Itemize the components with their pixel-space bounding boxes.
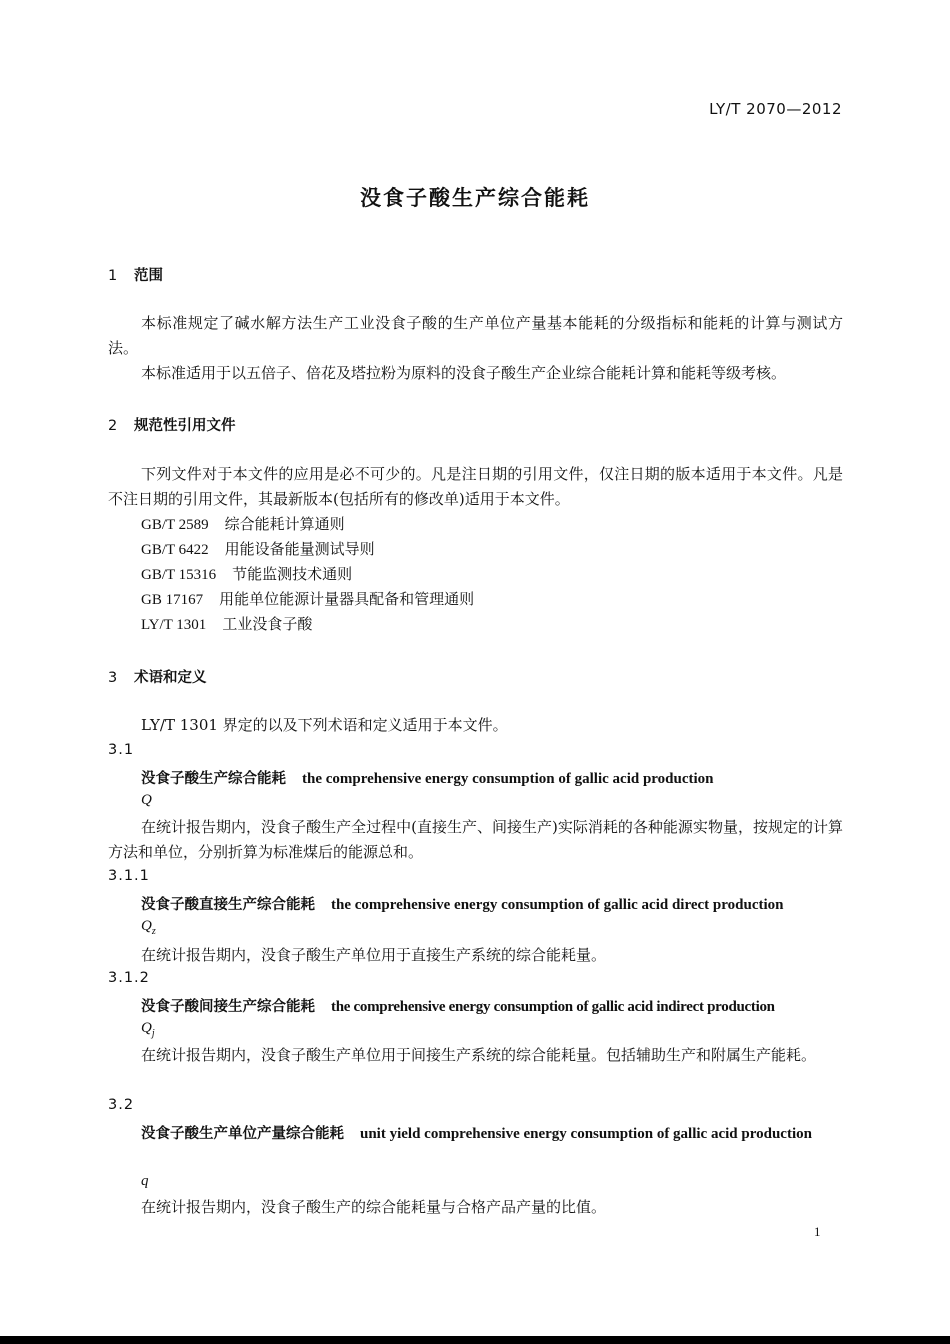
paragraph: 本标准规定了碱水解方法生产工业没食子酸的生产单位产量基本能耗的分级指标和能耗的计算与测试方法。 (108, 314, 843, 357)
reference-item (141, 588, 474, 609)
document-code: LY/T 2070—2012 (709, 100, 842, 118)
term-number: 3.1.2 (108, 970, 150, 986)
page-title: 没食子酸生产综合能耗 (360, 186, 590, 210)
reference-code: GB 17167 (141, 592, 204, 608)
paragraph: LY/T 1301 界定的以及下列术语和定义适用于本文件。 (141, 716, 508, 734)
term-title (141, 767, 714, 788)
reference-code: GB/T 6422 (141, 542, 209, 558)
symbol-subscript: j (151, 1028, 155, 1039)
reference-item (141, 538, 375, 559)
term-zh: 没食子酸生产综合能耗 (141, 771, 286, 787)
term-symbol (141, 918, 156, 937)
term-definition: 在统计报告期内，没食子酸生产的综合能耗量与合格产品产量的比值。 (141, 1198, 607, 1216)
section-1-heading (108, 264, 163, 285)
reference-item (141, 613, 312, 634)
paragraph: 本标准适用于以五倍子、倍花及塔拉粉为原料的没食子酸生产企业综合能耗计算和能耗等级考核。 (141, 364, 787, 382)
reference-item (141, 563, 352, 584)
term-zh: 没食子酸直接生产综合能耗 (141, 897, 315, 913)
reference-title: 工业没食子酸 (222, 615, 313, 633)
reference-code: LY/T 1301 (141, 617, 207, 633)
term-number: 3.1 (108, 742, 135, 758)
symbol-base: q (141, 1173, 149, 1189)
reference-code: GB/T 2589 (141, 517, 209, 533)
term-title (141, 995, 775, 1016)
reference-code: GB/T 15316 (141, 567, 217, 583)
bottom-border (0, 1336, 950, 1344)
term-number: 3.1.1 (108, 868, 150, 884)
reference-title: 用能设备能量测试导则 (224, 540, 375, 558)
term-title (108, 1122, 843, 1147)
section-number: 1 (108, 268, 118, 284)
term-zh: 没食子酸间接生产综合能耗 (141, 999, 315, 1015)
section-title: 规范性引用文件 (134, 418, 236, 434)
section-3-heading (108, 666, 207, 687)
term-title (141, 893, 783, 914)
paragraph: 下列文件对于本文件的应用是必不可少的。凡是注日期的引用文件，仅注日期的版本适用于本文件。凡是不注日期的引用文件，其最新版本(包括所有的修改单)适用于本文件。 (108, 465, 843, 508)
term-definition: 在统计报告期内，没食子酸生产单位用于间接生产系统的综合能耗量。包括辅助生产和附属生产能耗。 (141, 1046, 817, 1064)
section-number: 2 (108, 418, 118, 434)
section-number: 3 (108, 670, 118, 686)
reference-title: 用能单位能源计量器具配备和管理通则 (219, 590, 475, 608)
term-zh: 没食子酸生产单位产量综合能耗 (141, 1126, 344, 1142)
reference-item (141, 513, 345, 534)
symbol-subscript: z (151, 926, 156, 937)
term-symbol (141, 792, 152, 809)
symbol-base: Q (141, 1020, 152, 1036)
section-title: 范围 (134, 268, 163, 284)
reference-title: 综合能耗计算通则 (224, 515, 345, 533)
term-en: unit yield comprehensive energy consumption of gallic acid production (360, 1126, 812, 1142)
term-en: the comprehensive energy consumption of gallic acid indirect production (331, 999, 775, 1015)
term-en: the comprehensive energy consumption of gallic acid direct production (331, 897, 784, 913)
term-number: 3.2 (108, 1097, 135, 1113)
section-2-heading (108, 414, 236, 435)
term-definition: 在统计报告期内，没食子酸生产单位用于直接生产系统的综合能耗量。 (141, 946, 607, 964)
symbol-base: Q (141, 792, 152, 808)
section-title: 术语和定义 (134, 670, 207, 686)
term-symbol (141, 1020, 155, 1039)
term-symbol (141, 1173, 149, 1190)
term-definition: 在统计报告期内，没食子酸生产全过程中(直接生产、间接生产)实际消耗的各种能源实物量，按规定的计算方法和单位，分别折算为标准煤后的能源总和。 (108, 818, 843, 861)
term-en: the comprehensive energy consumption of gallic acid production (302, 771, 714, 787)
symbol-base: Q (141, 918, 152, 934)
reference-title: 节能监测技术通则 (232, 565, 353, 583)
page-number: 1 (814, 1224, 821, 1239)
